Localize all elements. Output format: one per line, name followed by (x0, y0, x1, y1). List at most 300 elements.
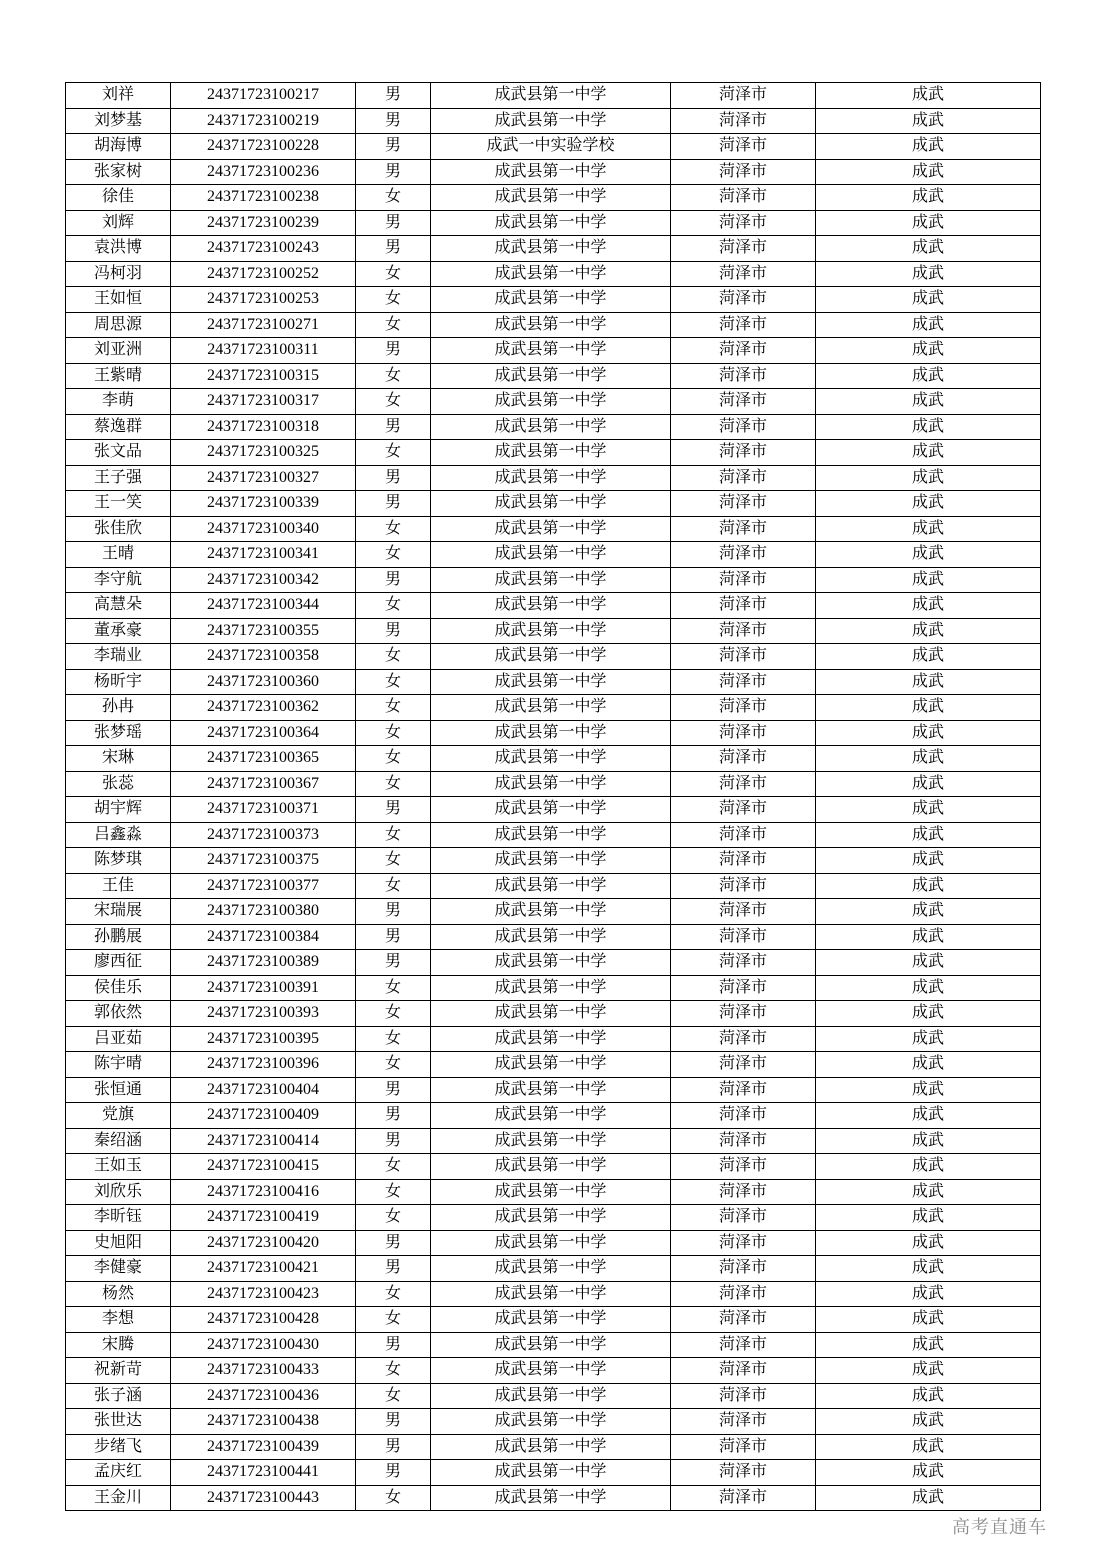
table-row (66, 491, 1041, 517)
table-row (66, 1485, 1041, 1511)
cell-school: 成武县第一中学 (431, 1205, 671, 1231)
cell-exam-number: 24371723100355 (171, 618, 356, 644)
cell-name: 廖西征 (66, 950, 171, 976)
cell-gender: 男 (356, 567, 431, 593)
cell-school: 成武县第一中学 (431, 1409, 671, 1435)
cell-exam-number: 24371723100404 (171, 1077, 356, 1103)
cell-city: 菏泽市 (671, 134, 816, 160)
cell-exam-number: 24371723100339 (171, 491, 356, 517)
cell-city: 菏泽市 (671, 389, 816, 415)
table-row (66, 950, 1041, 976)
cell-school: 成武县第一中学 (431, 720, 671, 746)
cell-school: 成武县第一中学 (431, 363, 671, 389)
cell-exam-number: 24371723100315 (171, 363, 356, 389)
cell-name: 董承豪 (66, 618, 171, 644)
cell-county: 成武 (816, 593, 1041, 619)
cell-school: 成武县第一中学 (431, 771, 671, 797)
cell-exam-number: 24371723100252 (171, 261, 356, 287)
cell-county: 成武 (816, 108, 1041, 134)
cell-name: 王如玉 (66, 1154, 171, 1180)
cell-school: 成武县第一中学 (431, 797, 671, 823)
cell-school: 成武县第一中学 (431, 1485, 671, 1511)
cell-city: 菏泽市 (671, 491, 816, 517)
cell-school: 成武县第一中学 (431, 1358, 671, 1384)
cell-county: 成武 (816, 83, 1041, 109)
cell-school: 成武县第一中学 (431, 440, 671, 466)
cell-exam-number: 24371723100421 (171, 1256, 356, 1282)
cell-exam-number: 24371723100344 (171, 593, 356, 619)
cell-exam-number: 24371723100396 (171, 1052, 356, 1078)
cell-school: 成武县第一中学 (431, 236, 671, 262)
table-row (66, 848, 1041, 874)
cell-name: 孙鹏展 (66, 924, 171, 950)
cell-gender: 女 (356, 695, 431, 721)
cell-city: 菏泽市 (671, 644, 816, 670)
cell-city: 菏泽市 (671, 287, 816, 313)
cell-exam-number: 24371723100362 (171, 695, 356, 721)
cell-gender: 男 (356, 950, 431, 976)
cell-county: 成武 (816, 720, 1041, 746)
cell-gender: 女 (356, 822, 431, 848)
cell-name: 张家树 (66, 159, 171, 185)
cell-name: 李昕钰 (66, 1205, 171, 1231)
cell-county: 成武 (816, 669, 1041, 695)
cell-city: 菏泽市 (671, 950, 816, 976)
cell-exam-number: 24371723100430 (171, 1332, 356, 1358)
cell-name: 步绪飞 (66, 1434, 171, 1460)
cell-name: 王金川 (66, 1485, 171, 1511)
cell-gender: 女 (356, 771, 431, 797)
cell-school: 成武县第一中学 (431, 618, 671, 644)
cell-county: 成武 (816, 1205, 1041, 1231)
cell-gender: 男 (356, 134, 431, 160)
cell-city: 菏泽市 (671, 1205, 816, 1231)
table-row (66, 822, 1041, 848)
cell-name: 刘祥 (66, 83, 171, 109)
cell-exam-number: 24371723100438 (171, 1409, 356, 1435)
cell-city: 菏泽市 (671, 746, 816, 772)
cell-county: 成武 (816, 1052, 1041, 1078)
cell-name: 胡宇辉 (66, 797, 171, 823)
cell-name: 陈梦琪 (66, 848, 171, 874)
cell-school: 成武县第一中学 (431, 975, 671, 1001)
table-row (66, 185, 1041, 211)
cell-gender: 女 (356, 1358, 431, 1384)
cell-exam-number: 24371723100419 (171, 1205, 356, 1231)
cell-county: 成武 (816, 567, 1041, 593)
cell-exam-number: 24371723100340 (171, 516, 356, 542)
cell-county: 成武 (816, 695, 1041, 721)
cell-city: 菏泽市 (671, 1383, 816, 1409)
table-row (66, 1332, 1041, 1358)
cell-school: 成武县第一中学 (431, 287, 671, 313)
cell-gender: 男 (356, 338, 431, 364)
cell-exam-number: 24371723100365 (171, 746, 356, 772)
cell-gender: 女 (356, 1026, 431, 1052)
cell-school: 成武县第一中学 (431, 389, 671, 415)
cell-county: 成武 (816, 312, 1041, 338)
cell-name: 张梦瑶 (66, 720, 171, 746)
cell-county: 成武 (816, 1103, 1041, 1129)
cell-school: 成武县第一中学 (431, 1077, 671, 1103)
cell-county: 成武 (816, 185, 1041, 211)
cell-exam-number: 24371723100342 (171, 567, 356, 593)
cell-gender: 女 (356, 746, 431, 772)
cell-exam-number: 24371723100377 (171, 873, 356, 899)
cell-county: 成武 (816, 848, 1041, 874)
cell-school: 成武县第一中学 (431, 1179, 671, 1205)
table-row (66, 1230, 1041, 1256)
cell-city: 菏泽市 (671, 720, 816, 746)
cell-exam-number: 24371723100228 (171, 134, 356, 160)
cell-county: 成武 (816, 899, 1041, 925)
cell-name: 周思源 (66, 312, 171, 338)
cell-exam-number: 24371723100358 (171, 644, 356, 670)
cell-gender: 女 (356, 389, 431, 415)
table-row (66, 593, 1041, 619)
cell-name: 蔡逸群 (66, 414, 171, 440)
cell-county: 成武 (816, 1460, 1041, 1486)
cell-exam-number: 24371723100373 (171, 822, 356, 848)
cell-school: 成武县第一中学 (431, 1256, 671, 1282)
cell-city: 菏泽市 (671, 516, 816, 542)
cell-city: 菏泽市 (671, 822, 816, 848)
cell-school: 成武县第一中学 (431, 1281, 671, 1307)
cell-county: 成武 (816, 644, 1041, 670)
cell-exam-number: 24371723100219 (171, 108, 356, 134)
cell-county: 成武 (816, 414, 1041, 440)
cell-exam-number: 24371723100395 (171, 1026, 356, 1052)
cell-city: 菏泽市 (671, 108, 816, 134)
cell-city: 菏泽市 (671, 1460, 816, 1486)
cell-name: 孟庆红 (66, 1460, 171, 1486)
table-row (66, 644, 1041, 670)
cell-county: 成武 (816, 440, 1041, 466)
cell-county: 成武 (816, 159, 1041, 185)
cell-county: 成武 (816, 491, 1041, 517)
cell-city: 菏泽市 (671, 465, 816, 491)
cell-city: 菏泽市 (671, 1077, 816, 1103)
cell-name: 刘欣乐 (66, 1179, 171, 1205)
cell-county: 成武 (816, 1281, 1041, 1307)
cell-county: 成武 (816, 618, 1041, 644)
table-row (66, 1179, 1041, 1205)
cell-county: 成武 (816, 771, 1041, 797)
cell-school: 成武县第一中学 (431, 159, 671, 185)
cell-exam-number: 24371723100420 (171, 1230, 356, 1256)
cell-city: 菏泽市 (671, 440, 816, 466)
cell-gender: 女 (356, 542, 431, 568)
cell-school: 成武县第一中学 (431, 312, 671, 338)
cell-name: 徐佳 (66, 185, 171, 211)
cell-city: 菏泽市 (671, 924, 816, 950)
cell-city: 菏泽市 (671, 1256, 816, 1282)
table-row (66, 746, 1041, 772)
table-row (66, 108, 1041, 134)
cell-gender: 女 (356, 720, 431, 746)
cell-county: 成武 (816, 1307, 1041, 1333)
cell-name: 李萌 (66, 389, 171, 415)
student-table-body (66, 83, 1041, 1511)
table-row (66, 975, 1041, 1001)
cell-county: 成武 (816, 1154, 1041, 1180)
cell-name: 张恒通 (66, 1077, 171, 1103)
cell-school: 成武县第一中学 (431, 822, 671, 848)
cell-county: 成武 (816, 975, 1041, 1001)
table-row (66, 236, 1041, 262)
cell-city: 菏泽市 (671, 618, 816, 644)
cell-exam-number: 24371723100433 (171, 1358, 356, 1384)
cell-name: 张子涵 (66, 1383, 171, 1409)
cell-school: 成武县第一中学 (431, 210, 671, 236)
cell-gender: 男 (356, 797, 431, 823)
cell-city: 菏泽市 (671, 669, 816, 695)
cell-name: 高慧朵 (66, 593, 171, 619)
table-row (66, 338, 1041, 364)
cell-exam-number: 24371723100238 (171, 185, 356, 211)
cell-city: 菏泽市 (671, 771, 816, 797)
table-row (66, 695, 1041, 721)
cell-gender: 女 (356, 644, 431, 670)
cell-city: 菏泽市 (671, 1103, 816, 1129)
cell-county: 成武 (816, 1077, 1041, 1103)
table-row (66, 440, 1041, 466)
cell-city: 菏泽市 (671, 236, 816, 262)
table-row (66, 873, 1041, 899)
cell-gender: 男 (356, 1230, 431, 1256)
cell-exam-number: 24371723100380 (171, 899, 356, 925)
cell-gender: 男 (356, 83, 431, 109)
cell-school: 成武县第一中学 (431, 1001, 671, 1027)
cell-school: 成武县第一中学 (431, 848, 671, 874)
table-row (66, 1358, 1041, 1384)
cell-exam-number: 24371723100327 (171, 465, 356, 491)
cell-city: 菏泽市 (671, 312, 816, 338)
table-row (66, 389, 1041, 415)
cell-school: 成武县第一中学 (431, 1154, 671, 1180)
cell-name: 吕亚茹 (66, 1026, 171, 1052)
cell-city: 菏泽市 (671, 210, 816, 236)
cell-city: 菏泽市 (671, 1358, 816, 1384)
cell-name: 张世达 (66, 1409, 171, 1435)
cell-city: 菏泽市 (671, 593, 816, 619)
table-row (66, 1205, 1041, 1231)
table-row (66, 363, 1041, 389)
cell-name: 胡海博 (66, 134, 171, 160)
cell-city: 菏泽市 (671, 1434, 816, 1460)
cell-city: 菏泽市 (671, 185, 816, 211)
cell-county: 成武 (816, 797, 1041, 823)
cell-city: 菏泽市 (671, 1154, 816, 1180)
cell-name: 袁洪博 (66, 236, 171, 262)
cell-school: 成武县第一中学 (431, 542, 671, 568)
table-row (66, 567, 1041, 593)
cell-exam-number: 24371723100364 (171, 720, 356, 746)
cell-gender: 男 (356, 1434, 431, 1460)
cell-county: 成武 (816, 1128, 1041, 1154)
cell-city: 菏泽市 (671, 159, 816, 185)
table-row (66, 771, 1041, 797)
cell-name: 李健豪 (66, 1256, 171, 1282)
cell-county: 成武 (816, 1256, 1041, 1282)
cell-gender: 女 (356, 261, 431, 287)
cell-name: 祝新苛 (66, 1358, 171, 1384)
cell-gender: 男 (356, 899, 431, 925)
cell-exam-number: 24371723100439 (171, 1434, 356, 1460)
table-row (66, 797, 1041, 823)
cell-name: 吕鑫淼 (66, 822, 171, 848)
cell-name: 陈宇晴 (66, 1052, 171, 1078)
cell-school: 成武县第一中学 (431, 1052, 671, 1078)
cell-gender: 女 (356, 975, 431, 1001)
cell-county: 成武 (816, 924, 1041, 950)
cell-county: 成武 (816, 1434, 1041, 1460)
cell-county: 成武 (816, 1358, 1041, 1384)
cell-school: 成武县第一中学 (431, 414, 671, 440)
cell-name: 冯柯羽 (66, 261, 171, 287)
cell-name: 史旭阳 (66, 1230, 171, 1256)
cell-gender: 男 (356, 618, 431, 644)
cell-name: 王子强 (66, 465, 171, 491)
cell-county: 成武 (816, 134, 1041, 160)
cell-county: 成武 (816, 516, 1041, 542)
cell-county: 成武 (816, 1026, 1041, 1052)
cell-school: 成武县第一中学 (431, 1230, 671, 1256)
cell-school: 成武县第一中学 (431, 1128, 671, 1154)
cell-school: 成武县第一中学 (431, 899, 671, 925)
table-row (66, 1103, 1041, 1129)
table-row (66, 261, 1041, 287)
table-row (66, 159, 1041, 185)
cell-exam-number: 24371723100371 (171, 797, 356, 823)
cell-county: 成武 (816, 1001, 1041, 1027)
cell-exam-number: 24371723100423 (171, 1281, 356, 1307)
table-row (66, 924, 1041, 950)
cell-school: 成武县第一中学 (431, 108, 671, 134)
cell-exam-number: 24371723100436 (171, 1383, 356, 1409)
cell-county: 成武 (816, 287, 1041, 313)
cell-county: 成武 (816, 542, 1041, 568)
cell-gender: 女 (356, 1154, 431, 1180)
cell-county: 成武 (816, 1409, 1041, 1435)
cell-county: 成武 (816, 1332, 1041, 1358)
cell-gender: 男 (356, 1332, 431, 1358)
table-row (66, 1001, 1041, 1027)
cell-name: 刘梦基 (66, 108, 171, 134)
cell-gender: 男 (356, 491, 431, 517)
table-row (66, 1281, 1041, 1307)
cell-school: 成武县第一中学 (431, 873, 671, 899)
cell-county: 成武 (816, 1383, 1041, 1409)
cell-exam-number: 24371723100414 (171, 1128, 356, 1154)
cell-school: 成武一中实验学校 (431, 134, 671, 160)
cell-name: 宋腾 (66, 1332, 171, 1358)
cell-county: 成武 (816, 465, 1041, 491)
cell-exam-number: 24371723100317 (171, 389, 356, 415)
cell-school: 成武县第一中学 (431, 644, 671, 670)
table-row (66, 210, 1041, 236)
cell-exam-number: 24371723100367 (171, 771, 356, 797)
cell-school: 成武县第一中学 (431, 465, 671, 491)
cell-gender: 女 (356, 516, 431, 542)
cell-exam-number: 24371723100389 (171, 950, 356, 976)
cell-school: 成武县第一中学 (431, 924, 671, 950)
cell-county: 成武 (816, 950, 1041, 976)
cell-school: 成武县第一中学 (431, 695, 671, 721)
cell-exam-number: 24371723100375 (171, 848, 356, 874)
cell-school: 成武县第一中学 (431, 567, 671, 593)
cell-exam-number: 24371723100325 (171, 440, 356, 466)
cell-name: 侯佳乐 (66, 975, 171, 1001)
cell-exam-number: 24371723100271 (171, 312, 356, 338)
cell-gender: 女 (356, 363, 431, 389)
cell-city: 菏泽市 (671, 1485, 816, 1511)
table-row (66, 720, 1041, 746)
cell-name: 杨然 (66, 1281, 171, 1307)
cell-name: 宋瑞展 (66, 899, 171, 925)
cell-county: 成武 (816, 1485, 1041, 1511)
cell-gender: 男 (356, 1460, 431, 1486)
table-row (66, 899, 1041, 925)
watermark-text: 高考直通车 (952, 1517, 1047, 1537)
cell-exam-number: 24371723100393 (171, 1001, 356, 1027)
cell-gender: 男 (356, 1103, 431, 1129)
table-row (66, 1154, 1041, 1180)
cell-gender: 女 (356, 287, 431, 313)
cell-city: 菏泽市 (671, 848, 816, 874)
cell-exam-number: 24371723100384 (171, 924, 356, 950)
cell-gender: 女 (356, 1205, 431, 1231)
cell-county: 成武 (816, 236, 1041, 262)
cell-gender: 男 (356, 1128, 431, 1154)
cell-gender: 男 (356, 414, 431, 440)
cell-exam-number: 24371723100239 (171, 210, 356, 236)
cell-city: 菏泽市 (671, 797, 816, 823)
table-row (66, 516, 1041, 542)
table-row (66, 1434, 1041, 1460)
cell-county: 成武 (816, 338, 1041, 364)
cell-school: 成武县第一中学 (431, 1103, 671, 1129)
cell-school: 成武县第一中学 (431, 338, 671, 364)
table-row (66, 669, 1041, 695)
cell-name: 张佳欣 (66, 516, 171, 542)
cell-county: 成武 (816, 363, 1041, 389)
cell-name: 刘辉 (66, 210, 171, 236)
table-row (66, 134, 1041, 160)
cell-city: 菏泽市 (671, 1281, 816, 1307)
cell-city: 菏泽市 (671, 1001, 816, 1027)
cell-school: 成武县第一中学 (431, 950, 671, 976)
cell-name: 王佳 (66, 873, 171, 899)
cell-city: 菏泽市 (671, 338, 816, 364)
cell-city: 菏泽市 (671, 83, 816, 109)
cell-school: 成武县第一中学 (431, 1026, 671, 1052)
cell-exam-number: 24371723100441 (171, 1460, 356, 1486)
cell-name: 刘亚洲 (66, 338, 171, 364)
cell-gender: 男 (356, 1256, 431, 1282)
cell-county: 成武 (816, 746, 1041, 772)
cell-school: 成武县第一中学 (431, 261, 671, 287)
table-row (66, 618, 1041, 644)
cell-city: 菏泽市 (671, 975, 816, 1001)
cell-school: 成武县第一中学 (431, 1307, 671, 1333)
cell-gender: 女 (356, 1281, 431, 1307)
cell-city: 菏泽市 (671, 363, 816, 389)
cell-city: 菏泽市 (671, 1179, 816, 1205)
cell-name: 孙冉 (66, 695, 171, 721)
cell-city: 菏泽市 (671, 1128, 816, 1154)
cell-gender: 男 (356, 210, 431, 236)
